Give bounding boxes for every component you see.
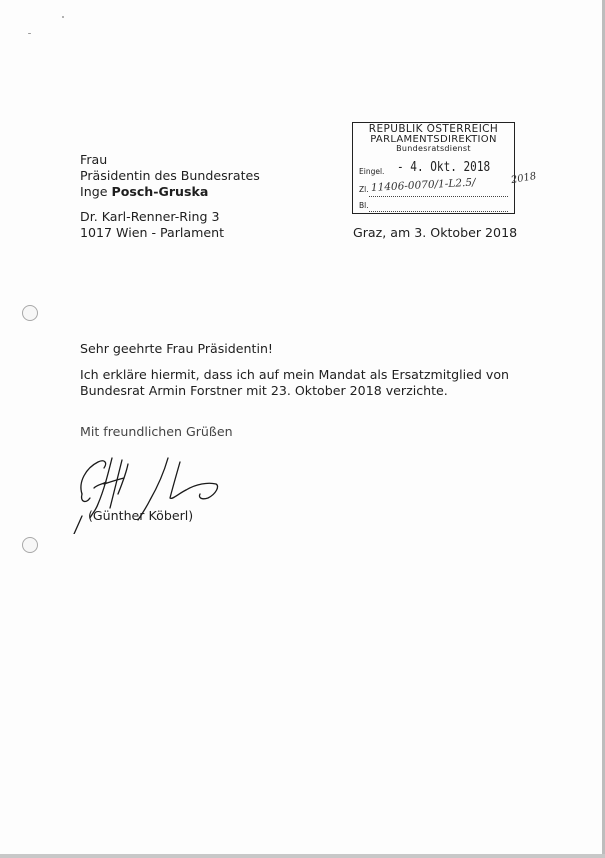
stamp-received-date: - 4. Okt. 2018 xyxy=(397,160,491,175)
recipient-name xyxy=(80,184,208,200)
paper-speck xyxy=(62,16,64,18)
page-edge-shadow-bottom xyxy=(0,854,605,858)
body-line-1: Ich erkläre hiermit, dass ich auf mein Mandat als Ersatzmitglied von xyxy=(80,367,510,382)
recipient-first-name: Inge xyxy=(80,184,108,199)
closing: Mit freundlichen Grüßen xyxy=(80,424,233,439)
recipient-salutation: Frau xyxy=(80,152,108,167)
recipient-last-name: Posch-Gruska xyxy=(111,184,209,199)
stamp-file-number: 11406-0070/1-L2.5/ xyxy=(370,176,476,194)
stamp-zl-dotted-line xyxy=(369,196,508,197)
signer-name: (Günther Köberl) xyxy=(88,508,194,523)
punch-hole-lower xyxy=(22,537,38,553)
recipient-role: Präsidentin des Bundesrates xyxy=(80,168,260,183)
stamp-republic: REPUBLIK ÖSTERREICH xyxy=(368,123,499,135)
stamp-bl-label: Bl. xyxy=(359,201,369,210)
stamp-directorate: PARLAMENTSDIREKTION xyxy=(370,134,497,145)
body-line-2: Bundesrat Armin Forstner mit 23. Oktober 2018 verzichte. xyxy=(80,383,448,398)
recipient-postal-city: 1017 Wien - Parlament xyxy=(80,225,225,240)
stamp-zl-label: Zl. xyxy=(359,185,369,194)
punch-hole-upper xyxy=(22,305,38,321)
recipient-street: Dr. Karl-Renner-Ring 3 xyxy=(80,209,220,224)
stamp-bl-dotted-line xyxy=(369,211,508,212)
stamp-department: Bundesratsdienst xyxy=(396,144,471,153)
receipt-stamp xyxy=(352,122,538,214)
greeting: Sehr geehrte Frau Präsidentin! xyxy=(80,341,273,356)
place-date: Graz, am 3. Oktober 2018 xyxy=(353,225,518,240)
stamp-eingel-label: Eingel. xyxy=(359,167,385,176)
stamp-file-year: 2018 xyxy=(510,170,538,187)
paper-speck xyxy=(28,33,31,34)
